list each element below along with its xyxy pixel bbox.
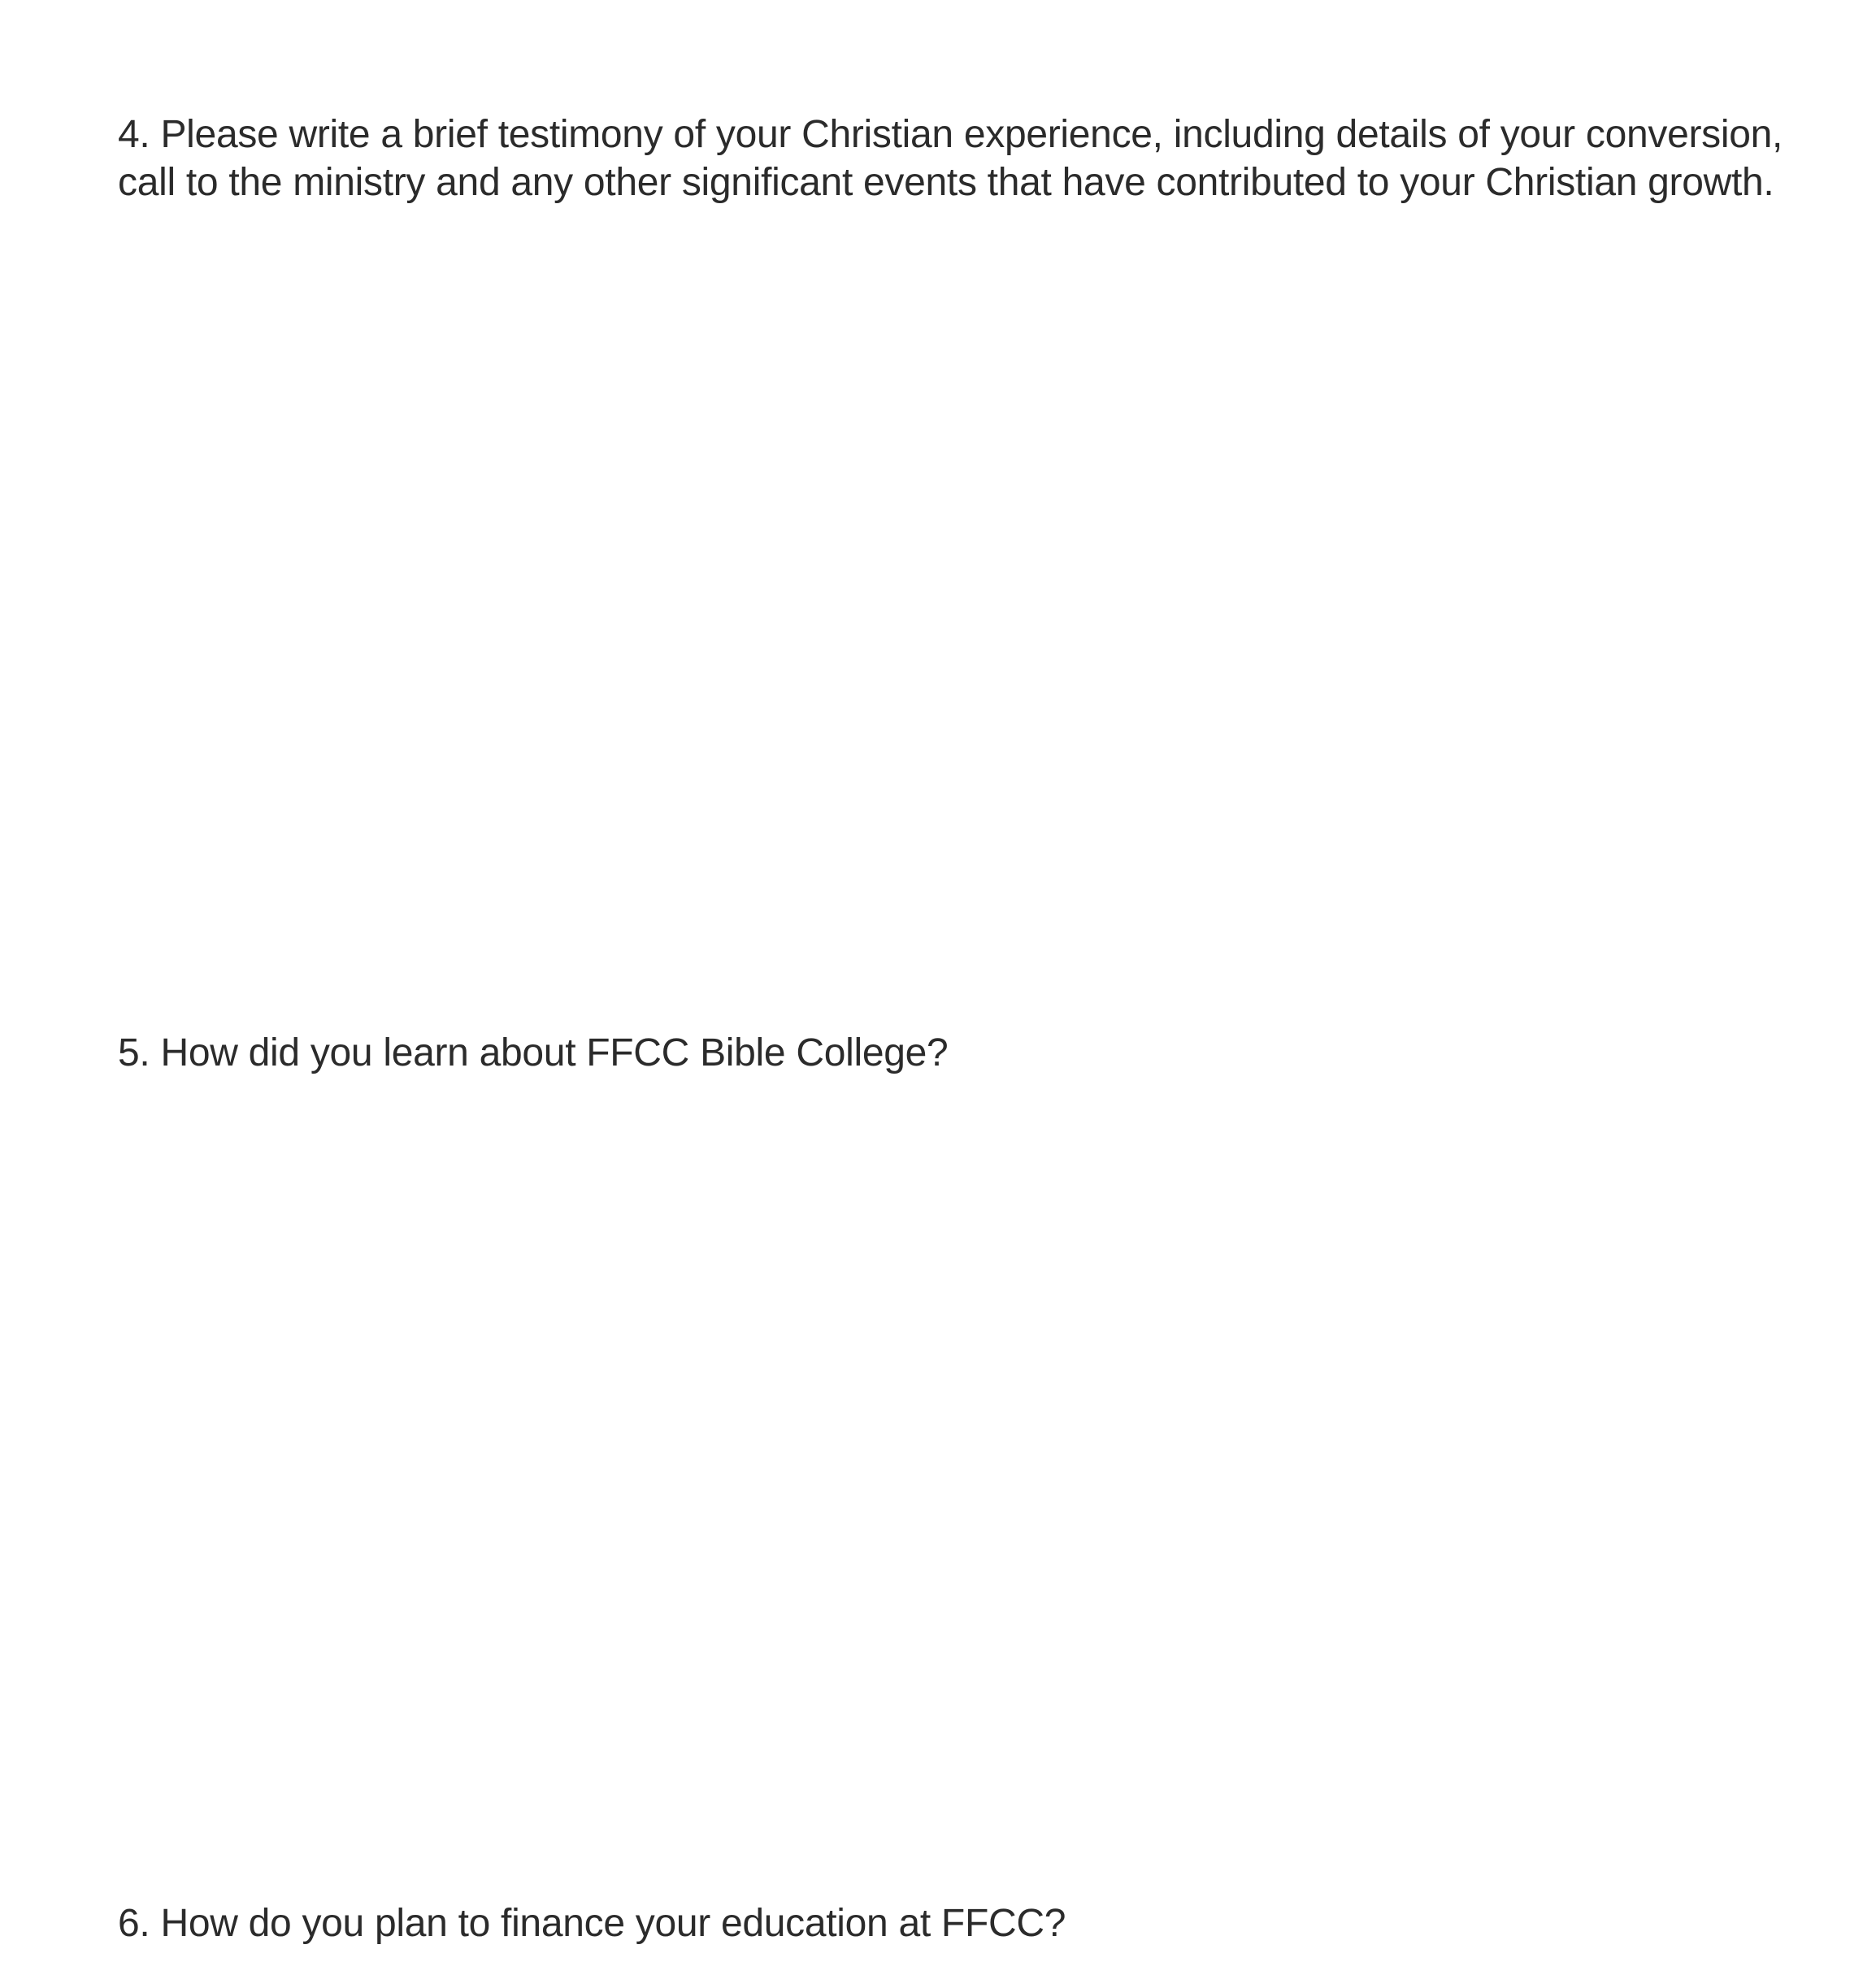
question-4-answer-area[interactable] bbox=[118, 219, 1792, 1000]
question-5-answer-area[interactable] bbox=[118, 1097, 1792, 1877]
question-5-line-1: 5. How did you learn about FFCC Bible College? bbox=[118, 1031, 949, 1074]
question-5-learn-about bbox=[118, 1029, 1792, 1077]
question-6-line-1: 6. How do you plan to finance your education at FFCC? bbox=[118, 1902, 1066, 1945]
question-4-line-1: 4. Please write a brief testimony of your Christian experience, including details of your conversion, bbox=[118, 113, 1783, 156]
question-4-testimony bbox=[118, 111, 1792, 206]
question-6-finance bbox=[118, 1899, 1792, 1947]
question-4-line-2: call to the ministry and any other significant events that have contributed to your Christian growth. bbox=[118, 161, 1774, 204]
